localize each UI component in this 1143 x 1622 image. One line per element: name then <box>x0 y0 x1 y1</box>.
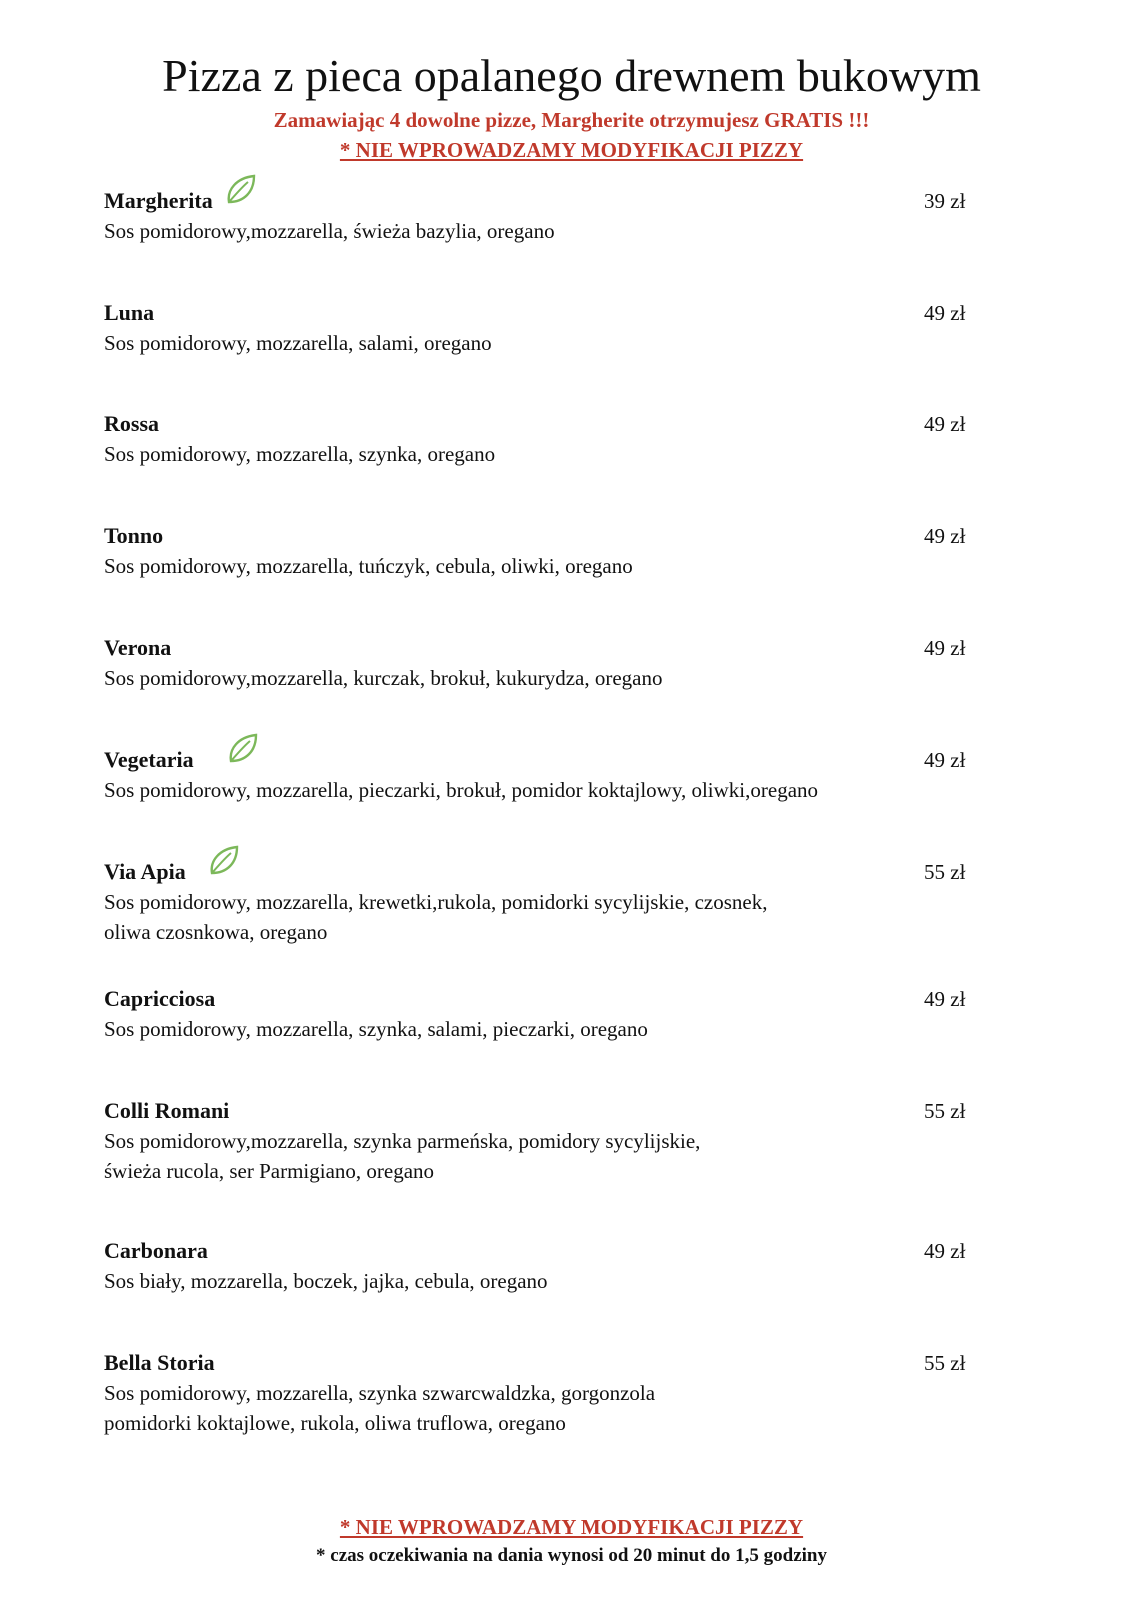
menu-item-name: Carbonara <box>104 1238 208 1263</box>
menu-item-header <box>104 984 984 1014</box>
menu-item-description: Sos pomidorowy, mozzarella, salami, oregano <box>104 331 492 355</box>
menu-item-description: Sos pomidorowy,mozzarella, świeża bazylia, oregano <box>104 219 555 243</box>
menu-item <box>104 857 984 947</box>
menu-item-header <box>104 1348 984 1378</box>
menu-item-header <box>104 633 984 663</box>
menu-item <box>104 186 984 246</box>
promo-text: Zamawiając 4 dowolne pizze, Margherite otrzymujesz GRATIS !!! <box>273 108 870 132</box>
menu-item <box>104 633 984 693</box>
menu-item-price: 55 zł <box>924 860 966 884</box>
leaf-icon <box>226 731 260 765</box>
menu-item-header <box>104 1096 984 1126</box>
menu-item-price: 49 zł <box>924 748 966 772</box>
menu-item-description: Sos pomidorowy, mozzarella, szynka, oregano <box>104 442 496 466</box>
menu-item-price: 39 zł <box>924 189 966 213</box>
menu-item-header <box>104 521 984 551</box>
menu-item-price: 55 zł <box>924 1099 966 1123</box>
wait-time-note: * czas oczekiwania na dania wynosi od 20 minut do 1,5 godziny <box>316 1545 827 1566</box>
menu-item-description: Sos biały, mozzarella, boczek, jajka, cebula, oregano <box>104 1269 548 1293</box>
menu-item <box>104 1348 984 1438</box>
menu-item-header <box>104 186 984 216</box>
menu-item-header <box>104 1236 984 1266</box>
no-modification-notice-footer: * NIE WPROWADZAMY MODYFIKACJI PIZZY <box>339 1515 804 1539</box>
menu-item-name: Vegetaria <box>104 747 194 772</box>
menu-item-name: Luna <box>104 300 155 325</box>
menu-item-description: Sos pomidorowy, mozzarella, pieczarki, brokuł, pomidor koktajlowy, oliwki,oregano <box>104 778 819 802</box>
menu-item-price: 49 zł <box>924 636 966 660</box>
menu-item-name: Margherita <box>104 188 213 213</box>
menu-item-description: Sos pomidorowy,mozzarella, szynka parmeńska, pomidory sycylijskie, świeża rucola, ser Parmigiano, oregano <box>104 1129 701 1183</box>
menu-item-description: Sos pomidorowy, mozzarella, krewetki,rukola, pomidorki sycylijskie, czosnek, oliwa czosnkowa, oregano <box>104 890 768 944</box>
menu-item-name: Bella Storia <box>104 1350 215 1375</box>
menu-item-description: Sos pomidorowy, mozzarella, tuńczyk, cebula, oliwki, oregano <box>104 554 633 578</box>
menu-item-name: Capricciosa <box>104 986 216 1011</box>
menu-item-price: 49 zł <box>924 1239 966 1263</box>
leaf-icon <box>224 172 258 206</box>
menu-item <box>104 1096 984 1186</box>
menu-item <box>104 984 984 1044</box>
menu-item-description: Sos pomidorowy, mozzarella, szynka szwarcwaldzka, gorgonzola pomidorki koktajlowe, rukola, oliwa truflowa, oregano <box>104 1381 656 1435</box>
menu-item <box>104 745 984 805</box>
menu-item <box>104 409 984 469</box>
menu-item <box>104 521 984 581</box>
menu-item-header <box>104 298 984 328</box>
menu-item-price: 49 zł <box>924 524 966 548</box>
menu-item-header <box>104 409 984 439</box>
menu-item <box>104 1236 984 1296</box>
menu-item <box>104 298 984 358</box>
menu-item-name: Rossa <box>104 411 160 436</box>
menu-item-name: Via Apia <box>104 859 186 884</box>
menu-item-header <box>104 745 984 775</box>
menu-item-price: 49 zł <box>924 412 966 436</box>
no-modification-notice: * NIE WPROWADZAMY MODYFIKACJI PIZZY <box>339 138 804 162</box>
menu-item-description: Sos pomidorowy, mozzarella, szynka, salami, pieczarki, oregano <box>104 1017 648 1041</box>
leaf-icon <box>207 843 241 877</box>
menu-item-name: Tonno <box>104 523 164 548</box>
menu-item-name: Verona <box>104 635 172 660</box>
menu-item-name: Colli Romani <box>104 1098 230 1123</box>
menu-item-price: 55 zł <box>924 1351 966 1375</box>
menu-item-price: 49 zł <box>924 301 966 325</box>
menu-item-price: 49 zł <box>924 987 966 1011</box>
menu-item-description: Sos pomidorowy,mozzarella, kurczak, brokuł, kukurydza, oregano <box>104 666 663 690</box>
page-title: Pizza z pieca opalanego drewnem bukowym <box>162 50 981 101</box>
menu-item-header <box>104 857 984 887</box>
